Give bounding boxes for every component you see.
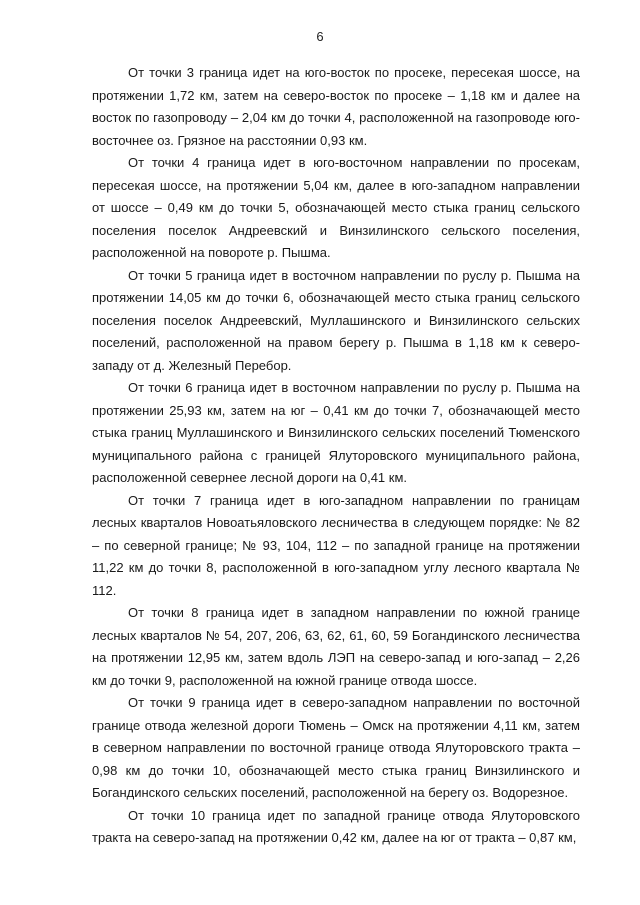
paragraph-point-8: От точки 8 граница идет в западном направлении по южной границе лесных кварталов № 54, 207, 206, 63, 62, 61, 60, 59 Богандинского лесничества на протяжении 12,95 км, затем вдоль ЛЭП на северо-запад и юго-запад – 2,26 км до точки 9, расположенной на южной границе отвода шоссе. (92, 605, 580, 688)
paragraph-point-9: От точки 9 граница идет в северо-западном направлении по восточной границе отвода железной дороги Тюмень – Омск на протяжении 4,11 км, затем в северном направлении по восточной границе отвода Ялуторовского тракта – 0,98 км до точки 10, обозначающей место стыка границ Винзилинского и Богандинского сельских поселений, расположенной на берегу оз. Водорезное. (92, 695, 580, 800)
paragraph-point-3: От точки 3 граница идет на юго-восток по просеке, пересекая шоссе, на протяжении 1,72 км, затем на северо-восток по просеке – 1,18 км и далее на восток по газопроводу – 2,04 км до точки 4, расположенной на газопроводе юго-восточнее оз. Грязное на расстоянии 0,93 км. (92, 65, 580, 148)
paragraph-point-5: От точки 5 граница идет в восточном направлении по руслу р. Пышма на протяжении 14,05 км до точки 6, обозначающей место стыка границ сельского поселения поселок Андреевский, Муллашинского и Винзилинского сельских поселений, расположенной на правом берегу р. Пышма в 1,18 км к северо-западу от д. Железный Перебор. (92, 267, 580, 373)
document-body (92, 62, 580, 850)
paragraph-point-6: От точки 6 граница идет в восточном направлении по руслу р. Пышма на протяжении 25,93 км, затем на юг – 0,41 км до точки 7, обозначающей место стыка границ Муллашинского и Винзилинского сельских поселений Тюменского муниципального района с границей Ялуторовского муниципального района, расположенной севернее лесной дороги на 0,41 км. (92, 380, 580, 485)
paragraph-point-4: От точки 4 граница идет в юго-восточном направлении по просекам, пересекая шоссе, на протяжении 5,04 км, далее в юго-западном направлении от шоссе – 0,49 км до точки 5, обозначающей место стыка границ сельского поселения поселок Андреевский и Винзилинского сельского поселения, расположенной на повороте р. Пышма. (92, 155, 580, 260)
page-number: 6 (316, 29, 324, 44)
paragraph-point-10: От точки 10 граница идет по западной границе отвода Ялуторовского тракта на северо-запад на протяжении 0,42 км, далее на юг от тракта – 0,87 км, (92, 807, 580, 845)
paragraph-point-7: От точки 7 граница идет в юго-западном направлении по границам лесных кварталов Новоатьяловского лесничества в следующем порядке: № 82 – по северной границе; № 93, 104, 112 – по западной границе на протяжении 11,22 км до точки 8, расположенной в юго-западном углу лесного квартала № 112. (92, 492, 580, 598)
